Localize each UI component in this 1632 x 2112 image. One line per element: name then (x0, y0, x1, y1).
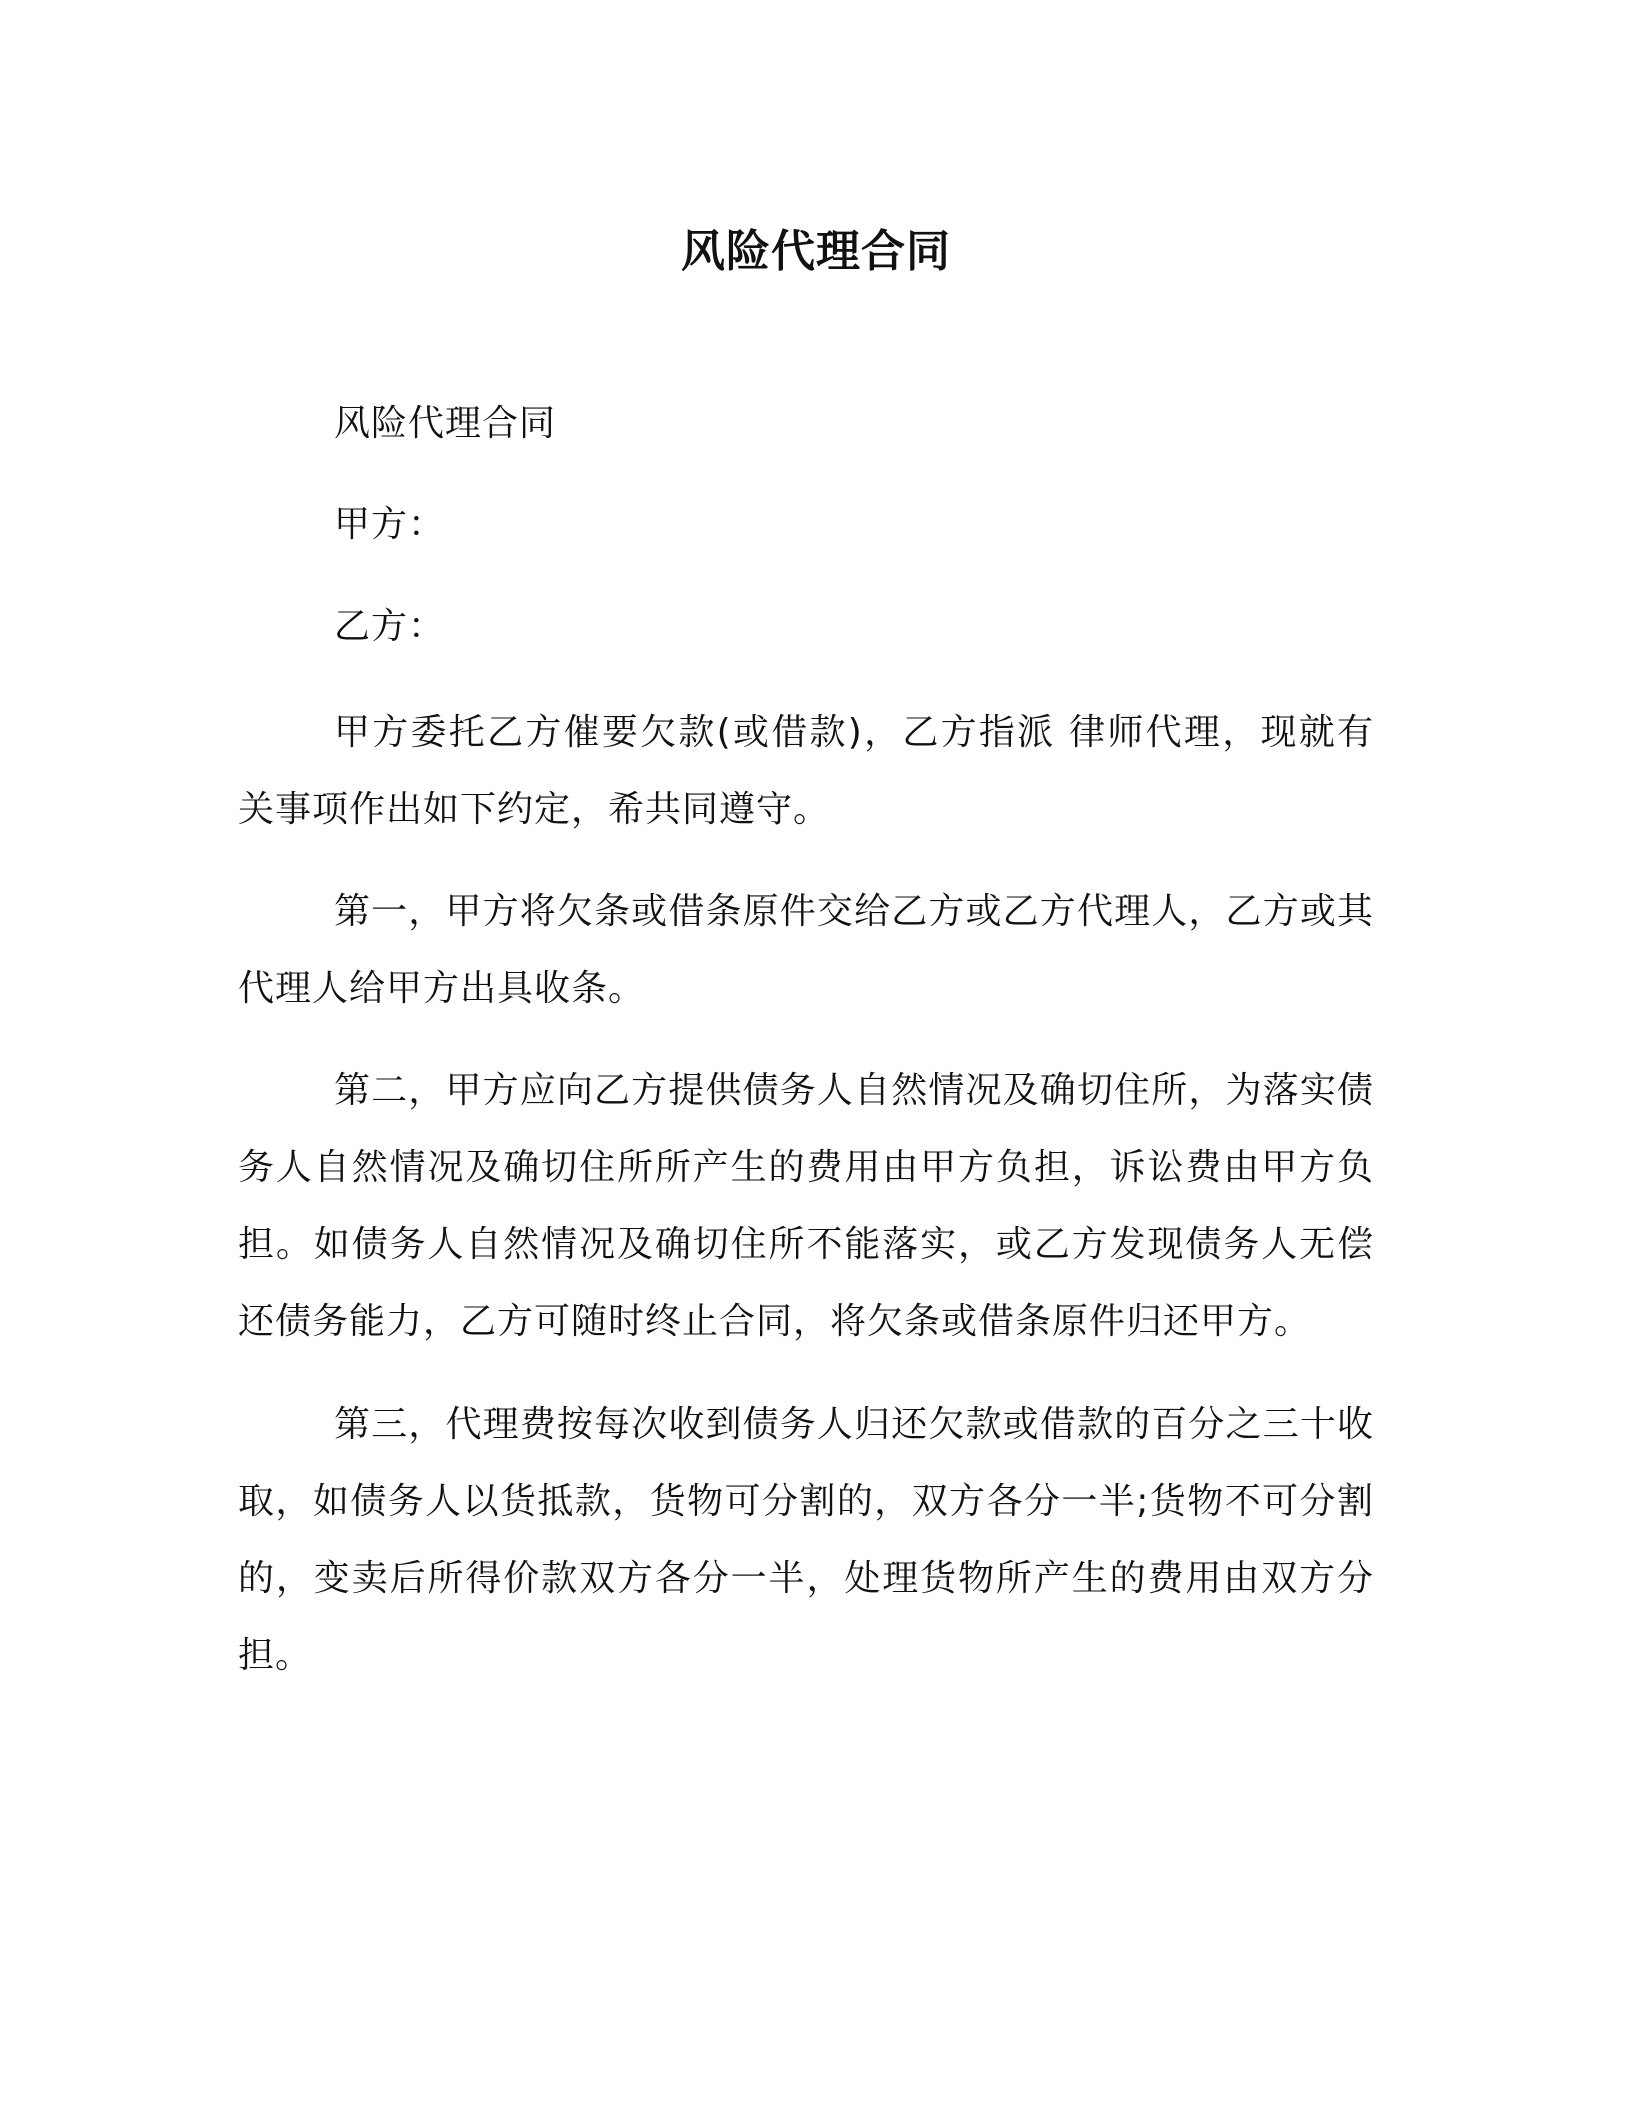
paragraph-intro: 甲方委托乙方催要欠款(或借款)，乙方指派 律师代理，现就有关事项作出如下约定，希共同遵守。 (238, 712, 1374, 830)
document-title: 风险代理合同 (681, 226, 951, 277)
paragraph-clause-1: 第一，甲方将欠条或借条原件交给乙方或乙方代理人，乙方或其代理人给甲方出具收条。 (238, 891, 1374, 1009)
paragraph-clause-3: 第三，代理费按每次收到债务人归还欠款或借款的百分之三十收取，如债务人以货抵款，货物可分割的，双方各分一半;货物不可分割的，变卖后所得价款双方各分一半，处理货物所产生的费用由双方分担。 (238, 1404, 1374, 1676)
party-a-label: 甲方： (334, 504, 446, 545)
paragraph-clause-2: 第二，甲方应向乙方提供债务人自然情况及确切住所，为落实债务人自然情况及确切住所所产生的费用由甲方负担，诉讼费由甲方负担。如债务人自然情况及确切住所不能落实，或乙方发现债务人无偿还债务能力，乙方可随时终止合同，将欠条或借条原件归还甲方。 (238, 1070, 1374, 1342)
party-b-label: 乙方： (334, 606, 446, 647)
document-subtitle: 风险代理合同 (334, 403, 557, 444)
